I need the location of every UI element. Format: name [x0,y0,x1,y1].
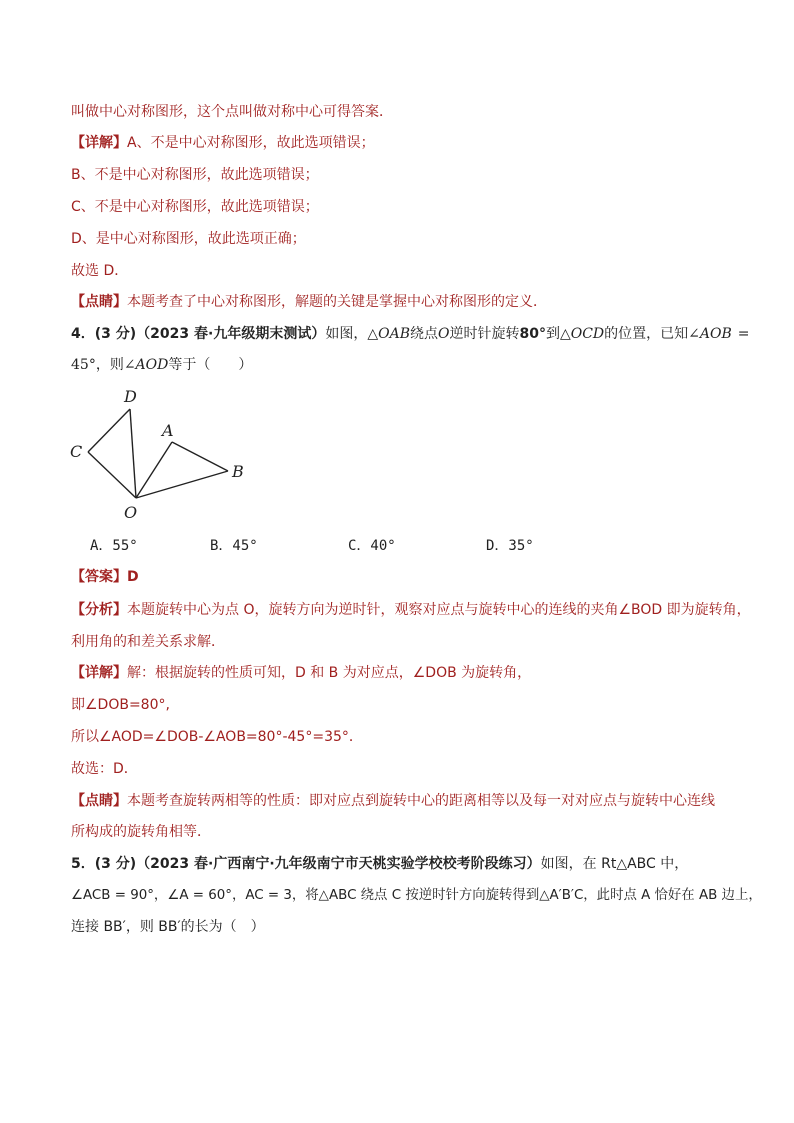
q4-score: (3 分) [94,326,137,342]
q4-analysis-line-2: 利用角的和差关系求解． [71,634,225,650]
q5-number: 5． [71,856,95,872]
prev-comment-line [71,292,547,312]
q4-deg45: 45°，则 [71,357,124,373]
q5-stem-line-1 [71,854,688,874]
q5-score: (3 分) [94,856,137,872]
comment-tag: 【点睛】 [71,294,127,310]
q4-comment-tag: 【点睛】 [71,793,127,809]
q4-figure [66,384,256,524]
segment-cd [88,409,130,452]
detail-text-a: A、不是中心对称图形，故此选项错误； [127,135,375,151]
q5-text-1: 如图，在 Rt△ABC 中， [540,856,689,872]
q4-source: （2023 春·九年级期末测试） [136,326,326,342]
prev-solution-line-1: 叫做中心对称图形，这个点叫做对称中心可得答案． [71,104,393,120]
analysis-tag: 【分析】 [71,602,127,618]
q4-angle-aod: ∠AOD [123,357,169,373]
prev-detail-line-a [71,133,375,153]
label-o: O [124,503,138,522]
q4-stem-line-1 [71,324,750,344]
q4-text-5: 的位置，已知 [604,326,689,342]
option-a[interactable]: A．55° [90,538,138,554]
segment-ab [172,442,228,471]
q4-detail-line-1 [71,663,531,683]
q4-stem-line-2 [71,355,252,375]
q4-answer-line [71,567,139,587]
q4-tri-oab: △OAB [367,326,410,342]
q4-detail-line-3: 所以∠AOD=∠DOB-∠AOB=80°-45°=35°． [71,729,363,745]
q4-text-1: 如图， [325,326,368,342]
label-b: B [232,462,244,481]
q4-text-2: 绕点 [410,326,438,342]
q4-equals: = [737,326,750,342]
q4-deg80: 80° [519,326,546,342]
q4-point-o: O [438,326,450,342]
prev-detail-line-d: D、是中心对称图形，故此选项正确； [71,231,306,247]
prev-detail-line-b: B、不是中心对称图形，故此选项错误； [71,167,319,183]
q4-tri-ocd: △OCD [559,326,605,342]
analysis-text-1: 本题旋转中心为点 O，旋转方向为逆时针，观察对应点与旋转中心的连线的夹角∠BOD 即为旋转角， [127,602,751,618]
segment-ob [136,471,228,498]
q5-stem-line-3: 连接 BB′，则 BB′的长为（ ） [71,919,265,935]
q4-detail-tag: 【详解】 [71,665,127,681]
q4-text-6: 等于（ ） [168,357,253,373]
q4-detail-text-1: 解：根据旋转的性质可知，D 和 B 为对应点，∠DOB 为旋转角， [127,665,532,681]
label-c: C [70,442,83,461]
option-d[interactable]: D．35° [486,538,534,554]
comment-text: 本题考查了中心对称图形，解题的关键是掌握中心对称图形的定义． [127,294,547,310]
answer-value: D [127,569,139,585]
prev-choice-line: 故选 D． [71,263,129,279]
q4-text-4: 到 [545,326,560,342]
q4-comment-text-1: 本题考查旋转两相等的性质：即对应点到旋转中心的距离相等以及每一对对应点与旋转中心连线 [127,793,715,809]
q4-comment-line-1 [71,791,715,811]
q5-source: （2023 春·广西南宁·九年级南宁市天桃实验学校校考阶段练习） [136,856,541,872]
segment-co [88,452,136,498]
q4-comment-line-2: 所构成的旋转角相等． [71,824,211,840]
q4-detail-line-2: 即∠DOB=80°, [71,697,170,713]
label-d: D [124,387,137,406]
segment-do [130,409,136,498]
q4-angle-aob: ∠AOB [688,326,732,342]
q4-text-3: 逆时针旋转 [449,326,520,342]
prev-detail-line-c: C、不是中心对称图形，故此选项错误； [71,199,319,215]
q4-detail-line-4: 故选：D． [71,761,138,777]
label-a: A [162,421,174,440]
option-b[interactable]: B．45° [210,538,258,554]
option-c[interactable]: C．40° [348,538,396,554]
detail-tag: 【详解】 [71,135,127,151]
q4-number: 4． [71,326,95,342]
q4-analysis-line-1 [71,600,751,620]
q5-stem-line-2: ∠ACB = 90°，∠A = 60°，AC = 3，将△ABC 绕点 C 按逆时针方向旋转得到△A′B′C，此时点 A 恰好在 AB 边上， [71,888,762,903]
answer-tag: 【答案】 [71,569,127,585]
